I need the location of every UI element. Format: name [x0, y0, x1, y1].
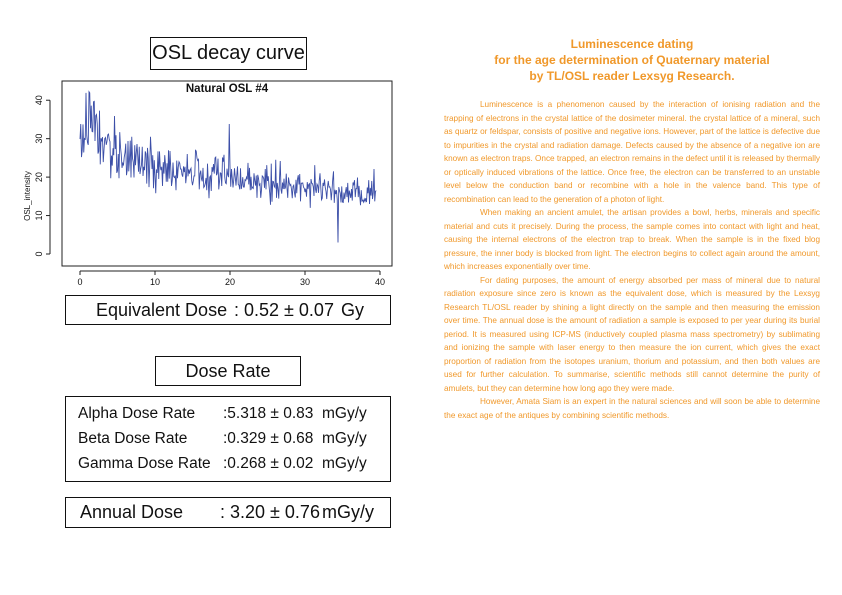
dose-rate-value: :0.329 ± 0.68: [223, 430, 314, 447]
chart-box-title: OSL decay curve: [152, 42, 305, 64]
dose-rate-label: Beta Dose Rate: [78, 430, 188, 447]
dose-rate-unit: mGy/y: [322, 430, 367, 447]
dose-rate-row-gamma: [78, 455, 390, 477]
osl-decay-chart: [18, 78, 398, 288]
chart-title-box: [150, 37, 307, 70]
equivalent-dose-unit: Gy: [341, 300, 365, 320]
article-heading-line: Luminescence dating: [570, 37, 694, 51]
article-paragraph: However, Amata Siam is an expert in the natural sciences and will soon be able to determine the exact age of the antiques by combining scientific methods.: [444, 397, 820, 420]
article-heading-line: for the age determination of Quaternary material: [494, 53, 770, 67]
y-axis-label: OSL_intensity: [23, 171, 32, 221]
dose-rate-title: Dose Rate: [185, 360, 271, 381]
dose-rate-unit: mGy/y: [322, 455, 367, 472]
y-tick-label: 0: [34, 251, 44, 257]
dose-rate-row-beta: [78, 430, 390, 452]
y-axis: [34, 95, 50, 256]
dose-rate-unit: mGy/y: [322, 405, 367, 422]
dose-rate-table: [65, 396, 391, 482]
y-tick-label: 20: [34, 172, 44, 183]
article-paragraph: For dating purposes, the amount of energy absorbed per mass of mineral due to natural radiation exposure since zero is known as the equivalent dose, which is measured by the Lexsyg Research TL/OSL reader by shining a light directly on the sample and then measuring the emission over time. The annual dose is the amount of radiation a sample is exposed to per year during its burial period. It is measured using ICP-MS (inductively coupled plasma mass spectrometry) by sublimating and ionizing the sample with laser energy to then measure the ion current, which gives the exact proportion of radiation from the isotopes uranium, thorium and potassium, and then both values are used for further calculation. To summarise, scientific methods still cannot determine the purity of amulets, but they can determine how long ago they were made.: [444, 275, 820, 393]
chart-title: Natural OSL #4: [185, 83, 269, 95]
x-tick-label: 30: [299, 277, 311, 287]
x-tick-label: 40: [374, 277, 386, 287]
annual-dose-unit: mGy/y: [322, 502, 374, 522]
y-tick-label: 10: [34, 210, 44, 221]
article-heading-line: by TL/OSL reader Lexsyg Research.: [529, 69, 735, 83]
x-tick-label: 20: [224, 277, 236, 287]
equivalent-dose-box: [65, 295, 391, 325]
dose-rate-value: :0.268 ± 0.02: [223, 455, 314, 472]
annual-dose-box: [65, 497, 391, 528]
equivalent-dose-value: : 0.52 ± 0.07: [234, 300, 334, 320]
article-heading: [444, 36, 820, 84]
annual-dose-value: : 3.20 ± 0.76: [220, 502, 320, 522]
series-line-osl: [80, 92, 376, 243]
article-paragraph: Luminescence is a phenomenon caused by the interaction of ionising radiation and the trapping of electrons in the crystal lattice of the dosimeter mineral. the crystal lattice of a mineral, such as quartz or feldspar, consists of positive and negative ions. However, part of the lattice is defective due to impurities in the crystal and radiation damage. Defects caused by the absence of a negative ion are known as electron traps. Once trapped, an electron remains in the defect until it is released by thermally or optically induced vibrations of the lattice. Once free, the electron can be transferred to an unstable level below the conduction band or recombine with a hole in the valence band. This type of recombination can lead to the generation of a photon of light.: [444, 100, 820, 204]
y-tick-label: 40: [34, 95, 44, 106]
annual-dose-label: Annual Dose: [80, 502, 184, 522]
x-tick-label: 0: [77, 277, 83, 287]
y-tick-label: 30: [34, 133, 44, 144]
equivalent-dose-label: Equivalent Dose: [96, 300, 228, 320]
dose-rate-title-box: [155, 356, 301, 386]
article-paragraph: When making an ancient amulet, the artisan provides a bowl, herbs, minerals and specific material and cuts it precisely. During the process, the sample comes into contact with light and heat, causing the internal electrons of the electron trap to break. When the sample is in the fixed blog pressure, the inner body is blocked from light. The electron begins to collect again around the amount, which increases exponentially over time.: [444, 208, 820, 271]
dose-rate-value: :5.318 ± 0.83: [223, 405, 314, 422]
dose-rate-row-alpha: [78, 405, 390, 427]
x-axis: [77, 271, 385, 287]
article: [444, 36, 820, 422]
dose-rate-label: Gamma Dose Rate: [78, 455, 211, 472]
dose-rate-label: Alpha Dose Rate: [78, 405, 196, 422]
x-tick-label: 10: [149, 277, 161, 287]
